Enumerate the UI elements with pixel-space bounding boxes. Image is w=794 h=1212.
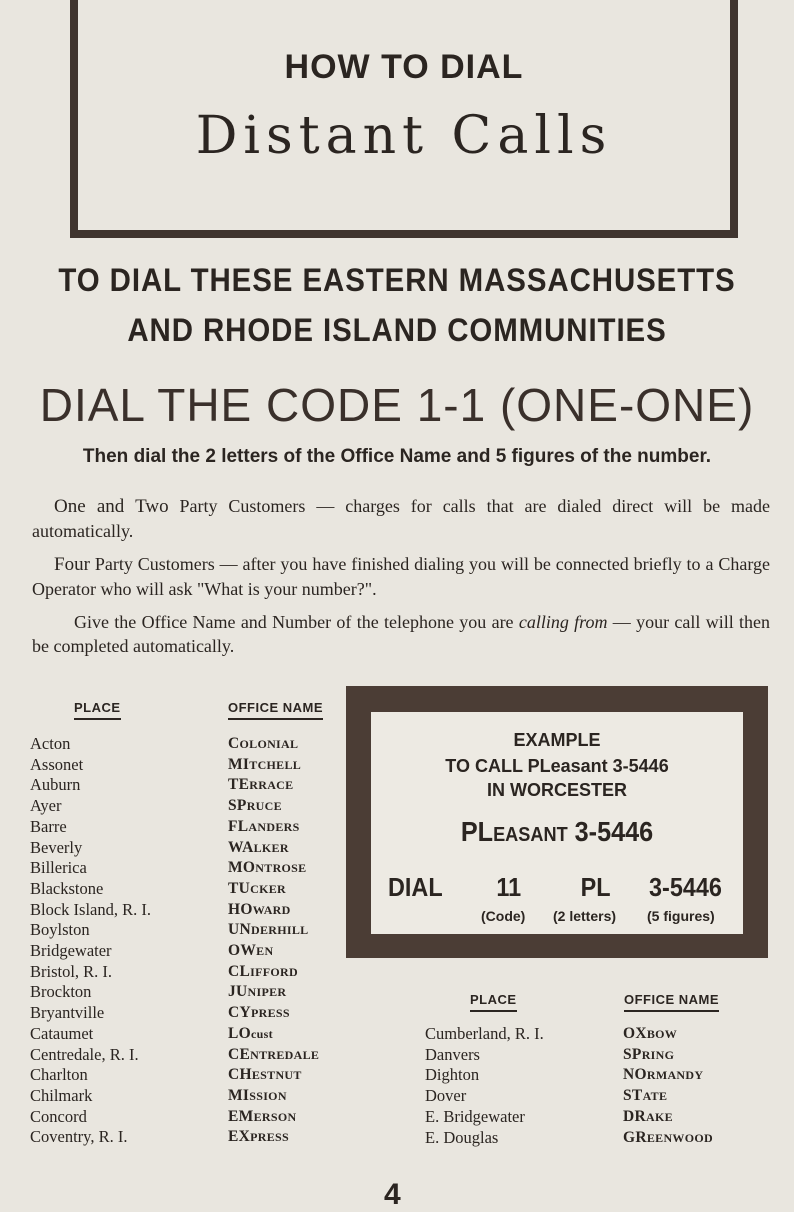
office-caps: HO bbox=[228, 900, 253, 918]
office-entry bbox=[623, 1045, 713, 1066]
office-entry bbox=[228, 982, 319, 1003]
place-entry: Cataumet bbox=[30, 1023, 94, 1043]
left-place-header: PLACE bbox=[74, 700, 121, 720]
office-entry bbox=[228, 920, 319, 941]
place-entry: Charlton bbox=[30, 1065, 88, 1085]
para3-start: Give the Office Name and Number of the telephone you are bbox=[74, 612, 519, 632]
office-rest: ATE bbox=[642, 1089, 668, 1104]
para1-lead: One and Two bbox=[54, 496, 169, 517]
left-office-list bbox=[228, 734, 319, 1148]
page-number: 4 bbox=[384, 1178, 401, 1211]
office-entry bbox=[623, 1024, 713, 1045]
place-entry: E. Douglas bbox=[425, 1127, 499, 1147]
office-caps: SP bbox=[228, 797, 247, 815]
place-entry: Bridgewater bbox=[30, 941, 112, 961]
office-rest: cust bbox=[251, 1026, 273, 1041]
heading-line-1: TO DIAL THESE EASTERN MASSACHUSETTS bbox=[58, 262, 736, 298]
office-entry bbox=[228, 1024, 319, 1045]
office-caps: CL bbox=[228, 962, 251, 980]
example-letters-caption: (2 letters) bbox=[553, 908, 617, 924]
office-entry bbox=[623, 1128, 713, 1149]
office-rest: PRESS bbox=[251, 1006, 290, 1021]
office-caps: GR bbox=[623, 1128, 647, 1146]
heading-line-2: AND RHODE ISLAND COMMUNITIES bbox=[127, 312, 667, 348]
office-caps: JU bbox=[228, 983, 248, 1001]
office-rest: OLONIAL bbox=[239, 737, 299, 751]
office-rest: PRESS bbox=[250, 1130, 289, 1145]
office-rest: AKE bbox=[646, 1109, 673, 1124]
para1-rest: Party Customers — charges for calls that are dialed direct will be made automatically. bbox=[32, 496, 770, 541]
title-how-to-dial: HOW TO DIAL bbox=[284, 48, 524, 86]
office-caps: C bbox=[228, 735, 240, 752]
office-entry bbox=[228, 900, 319, 921]
place-entry: Brockton bbox=[30, 982, 92, 1002]
office-rest: NTROSE bbox=[255, 861, 307, 876]
place-entry: Blackstone bbox=[30, 878, 104, 898]
office-entry bbox=[228, 838, 319, 859]
office-rest: EENWOOD bbox=[646, 1130, 713, 1145]
example-number bbox=[390, 816, 725, 848]
office-caps: CY bbox=[228, 1004, 251, 1022]
office-entry bbox=[228, 1045, 319, 1066]
office-rest: ANDERS bbox=[248, 819, 300, 834]
place-entry: Dover bbox=[425, 1086, 467, 1106]
office-caps: WA bbox=[228, 838, 254, 856]
place-entry: Dighton bbox=[425, 1065, 480, 1085]
office-entry bbox=[228, 755, 319, 776]
office-entry bbox=[228, 879, 319, 900]
example-dial-label: DIAL bbox=[388, 872, 443, 902]
office-caps: MO bbox=[228, 859, 256, 877]
office-entry bbox=[228, 796, 319, 817]
office-entry bbox=[228, 962, 319, 983]
place-entry: Concord bbox=[30, 1106, 87, 1126]
office-entry bbox=[228, 1086, 319, 1107]
para2-lead: Four bbox=[54, 554, 90, 575]
office-entry bbox=[228, 941, 319, 962]
right-place-list bbox=[425, 1024, 544, 1148]
office-rest: CKER bbox=[250, 881, 287, 896]
place-entry: Bristol, R. I. bbox=[30, 961, 113, 981]
office-rest: DERHILL bbox=[251, 923, 309, 938]
office-entry bbox=[623, 1065, 713, 1086]
place-entry: Ayer bbox=[30, 796, 62, 816]
para3-italic: calling from bbox=[518, 612, 608, 632]
example-number-caps: PL bbox=[460, 816, 494, 847]
office-rest: ESTNUT bbox=[251, 1068, 302, 1083]
office-caps: OX bbox=[623, 1025, 647, 1042]
place-entry: Cumberland, R. I. bbox=[425, 1024, 544, 1043]
right-office-list bbox=[623, 1024, 713, 1148]
example-code: 11 bbox=[496, 872, 522, 902]
example-figures: 3-5446 bbox=[649, 872, 722, 902]
office-rest: NIPER bbox=[247, 985, 287, 1000]
office-entry bbox=[228, 1065, 319, 1086]
office-caps: LO bbox=[228, 1024, 251, 1042]
example-figures-caption: (5 figures) bbox=[647, 908, 715, 924]
office-entry bbox=[228, 817, 319, 838]
office-rest: RING bbox=[641, 1047, 675, 1062]
place-entry: Block Island, R. I. bbox=[30, 899, 151, 919]
paragraph-give-office bbox=[32, 610, 770, 658]
place-entry: E. Bridgewater bbox=[425, 1106, 525, 1126]
office-entry bbox=[228, 858, 319, 879]
office-caps: ST bbox=[623, 1087, 643, 1105]
office-caps: MI bbox=[228, 1086, 250, 1104]
para3-end: — your call will then be completed automatically. bbox=[32, 612, 770, 656]
place-entry: Assonet bbox=[30, 754, 84, 774]
office-caps: UN bbox=[228, 921, 251, 939]
place-entry: Beverly bbox=[30, 837, 83, 857]
office-caps: EM bbox=[228, 1107, 254, 1125]
then-dial-instruction: Then dial the 2 letters of the Office Name and 5 figures of the number. bbox=[82, 446, 712, 467]
office-caps: SP bbox=[623, 1045, 642, 1063]
office-rest: IFFORD bbox=[250, 964, 298, 979]
office-caps: OW bbox=[228, 942, 257, 960]
paragraph-one-two-party bbox=[32, 494, 770, 543]
right-office-header: OFFICE NAME bbox=[624, 992, 719, 1012]
example-letters: PL bbox=[580, 872, 611, 902]
office-entry bbox=[228, 1107, 319, 1128]
place-entry: Billerica bbox=[30, 858, 87, 878]
office-rest: EN bbox=[256, 944, 274, 959]
example-number-digits: 3-5446 bbox=[574, 816, 654, 847]
place-entry: Danvers bbox=[425, 1044, 480, 1064]
example-line-1: TO CALL PLeasant 3-5446 bbox=[445, 756, 669, 776]
place-entry: Auburn bbox=[30, 775, 81, 795]
office-rest: SSION bbox=[249, 1088, 287, 1103]
title-box bbox=[70, 0, 738, 238]
place-entry: Barre bbox=[30, 816, 67, 836]
office-caps: EX bbox=[228, 1128, 251, 1146]
office-caps: TE bbox=[228, 776, 250, 794]
paragraph-four-party bbox=[32, 552, 770, 601]
office-rest: BOW bbox=[646, 1027, 678, 1041]
place-entry: Acton bbox=[30, 734, 71, 753]
office-caps: FL bbox=[228, 817, 249, 835]
office-rest: WARD bbox=[252, 902, 291, 917]
office-caps: TU bbox=[228, 879, 251, 897]
office-rest: NTREDALE bbox=[250, 1047, 320, 1062]
example-number-rest: EASANT bbox=[493, 824, 568, 846]
example-label: EXAMPLE bbox=[513, 730, 601, 750]
place-entry: Coventry, R. I. bbox=[30, 1127, 128, 1147]
office-caps: NO bbox=[623, 1066, 647, 1084]
office-entry bbox=[623, 1107, 713, 1128]
office-rest: RUCE bbox=[246, 799, 282, 814]
office-rest: RMANDY bbox=[646, 1068, 704, 1083]
office-caps: CH bbox=[228, 1066, 252, 1084]
right-place-header: PLACE bbox=[470, 992, 517, 1012]
para2-rest: Party Customers — after you have finished dialing you will be connected briefly to a Charge Operator who will ask "What is your number?". bbox=[32, 554, 770, 599]
office-rest: LKER bbox=[253, 840, 289, 855]
left-office-header: OFFICE NAME bbox=[228, 700, 323, 720]
office-entry bbox=[228, 734, 319, 755]
office-entry bbox=[623, 1086, 713, 1107]
place-entry: Bryantville bbox=[30, 1003, 105, 1023]
dial-code-heading: DIAL THE CODE 1-1 (ONE-ONE) bbox=[39, 379, 755, 431]
example-code-caption: (Code) bbox=[481, 908, 526, 924]
office-entry bbox=[228, 1127, 319, 1148]
example-line-2: IN WORCESTER bbox=[486, 780, 627, 800]
office-rest: RRACE bbox=[249, 778, 294, 793]
office-caps: MI bbox=[228, 755, 250, 773]
example-box bbox=[371, 712, 743, 934]
office-entry bbox=[228, 775, 319, 796]
place-entry: Chilmark bbox=[30, 1085, 93, 1105]
place-entry: Boylston bbox=[30, 920, 90, 940]
office-rest: TCHELL bbox=[249, 757, 302, 772]
office-entry bbox=[228, 1003, 319, 1024]
office-caps: CE bbox=[228, 1045, 251, 1063]
office-caps: DR bbox=[623, 1107, 646, 1125]
office-rest: ERSON bbox=[253, 1109, 297, 1124]
place-entry: Centredale, R. I. bbox=[30, 1044, 139, 1064]
title-distant-calls: Distant Calls bbox=[195, 106, 613, 166]
left-place-list bbox=[30, 734, 151, 1148]
